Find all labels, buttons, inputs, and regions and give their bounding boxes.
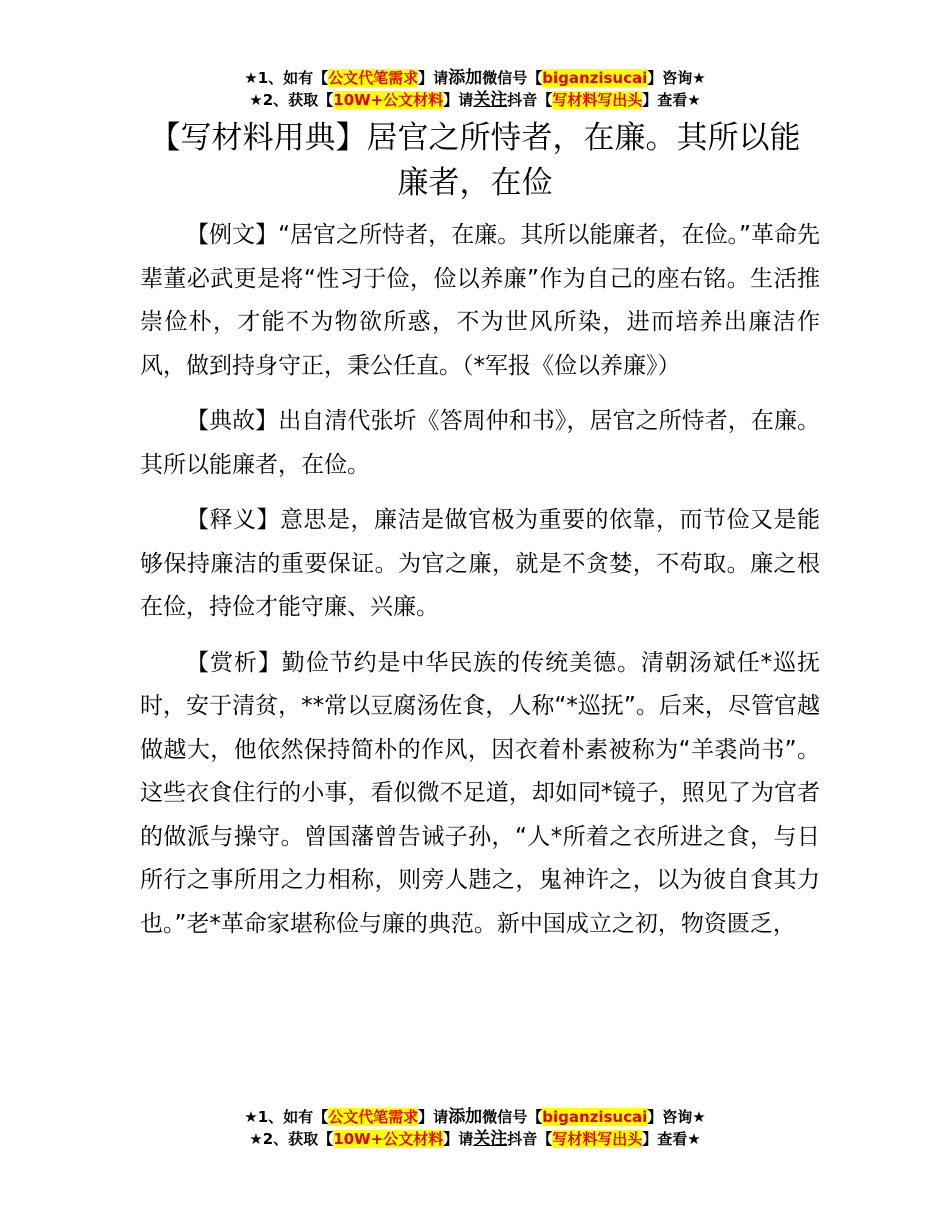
paragraph-example: 【例文】“居官之所恃者，在廉。其所以能廉者，在俭。”革命先辈董必武更是将“性习于俭，俭以养廉”作为自己的座右铭。生活推崇俭朴，才能不为物欲所惑，不为世风所染，进而培养出廉洁作风，做到持身守正，秉公任直。（*军报《俭以养廉》） <box>140 222 820 379</box>
footer-banner <box>0 1106 950 1150</box>
paragraph-appreciation: 【赏析】勤俭节约是中华民族的传统美德。清朝汤斌任*巡抚时，安于清贫，**常以豆腐汤佐食，人称“*巡抚”。后来，尽管官越做越大，他依然保持简朴的作风，因衣着朴素被称为“羊裘尚书”。这些衣食住行的小事，看似微不足道，却如同*镜子，照见了为官者的做派与操守。曾国藩曾告诫子孙，“人*所着之衣所进之食，与日所行之事所用之力相称，则旁人韪之，鬼神许之，以为彼自食其力也。”老*革命家堪称俭与廉的典范。新中国成立之初，物资匮乏， <box>140 649 820 937</box>
highlight-douyin-account: 写材料写出头 <box>552 1130 643 1148</box>
highlight-materials: 10W+公文材料 <box>333 1130 444 1148</box>
highlight-wechat-id: biganzisucai <box>542 69 648 87</box>
banner-line-1: ★1、如有【公文代笔需求】请添加微信号【biganzisucai】咨询★ <box>244 1107 706 1127</box>
document-title: 【写材料用典】居官之所恃者，在廉。其所以能廉者，在俭 <box>149 120 801 201</box>
highlight-service: 公文代笔需求 <box>328 69 419 87</box>
highlight-materials: 10W+公文材料 <box>333 91 444 109</box>
banner-line-1: ★1、如有【公文代笔需求】请添加微信号【biganzisucai】咨询★ <box>244 68 706 88</box>
highlight-douyin-account: 写材料写出头 <box>552 91 643 109</box>
header-banner <box>0 67 950 111</box>
highlight-service: 公文代笔需求 <box>328 1108 419 1126</box>
paragraph-allusion: 【典故】出自清代张圻《答周仲和书》，居官之所恃者，在廉。其所以能廉者，在俭。 <box>140 408 820 478</box>
highlight-wechat-id: biganzisucai <box>542 1108 648 1126</box>
document-body <box>140 214 820 958</box>
banner-line-2: ★2、获取【10W+公文材料】请关注抖音【写材料写出头】查看★ <box>249 1129 701 1149</box>
paragraph-interpretation: 【释义】意思是，廉洁是做官极为重要的依靠，而节俭又是能够保持廉洁的重要保证。为官之廉，就是不贪婪，不苟取。廉之根在俭，持俭才能守廉、兴廉。 <box>140 507 820 620</box>
banner-line-2: ★2、获取【10W+公文材料】请关注抖音【写材料写出头】查看★ <box>249 90 701 110</box>
